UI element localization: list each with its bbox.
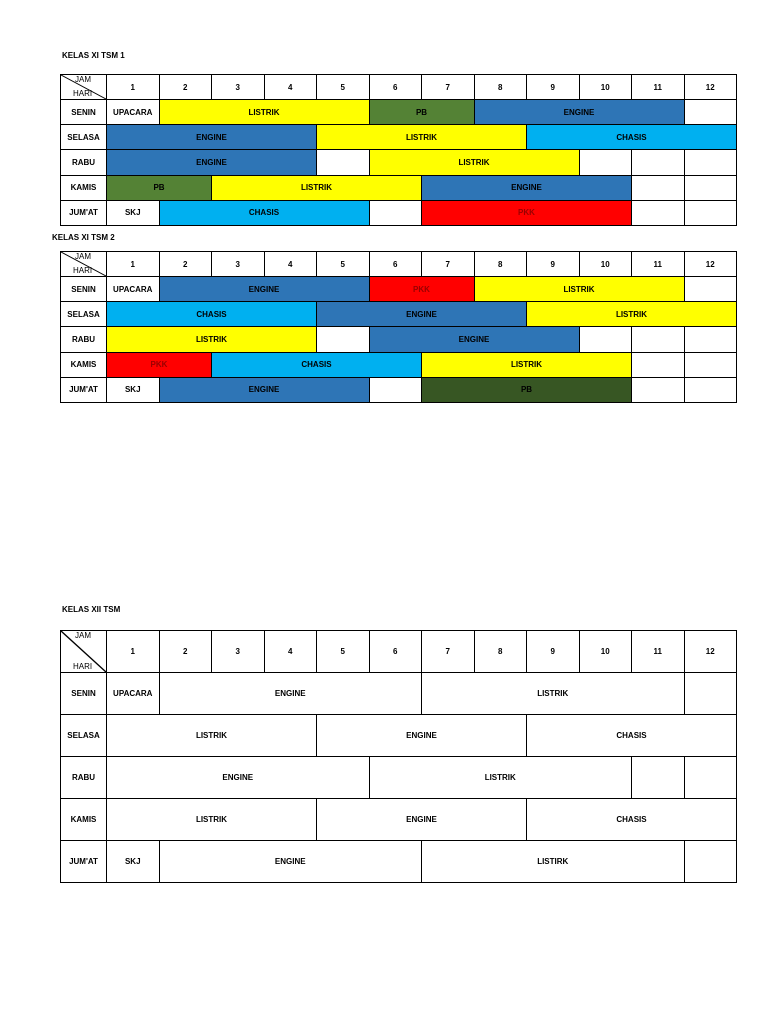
period-header: 3 xyxy=(212,75,265,100)
schedule-table xyxy=(60,630,737,883)
period-header: 8 xyxy=(474,631,527,673)
day-row xyxy=(61,200,737,225)
period-header: 9 xyxy=(527,252,580,277)
day-label: SENIN xyxy=(61,277,107,302)
period-header: 1 xyxy=(107,75,160,100)
day-label: KAMIS xyxy=(61,799,107,841)
subject-cell: LISTRIK xyxy=(107,799,317,841)
subject-cell: PB xyxy=(107,175,212,200)
empty-cell xyxy=(684,200,737,225)
day-label: JUM'AT xyxy=(61,841,107,883)
period-header: 11 xyxy=(632,75,685,100)
period-header: 11 xyxy=(632,252,685,277)
day-label: RABU xyxy=(61,327,107,352)
empty-cell xyxy=(684,277,737,302)
empty-cell xyxy=(369,377,422,402)
period-header: 5 xyxy=(317,631,370,673)
subject-cell: CHASIS xyxy=(527,715,737,757)
subject-cell: LISTIRK xyxy=(422,841,685,883)
subject-cell: CHASIS xyxy=(212,352,422,377)
period-header: 10 xyxy=(579,631,632,673)
subject-cell: PB xyxy=(422,377,632,402)
subject-cell: ENGINE xyxy=(159,673,422,715)
period-header: 6 xyxy=(369,75,422,100)
corner-label-hari: HARI xyxy=(73,89,93,98)
period-header: 9 xyxy=(527,75,580,100)
day-row xyxy=(61,757,737,799)
subject-cell: ENGINE xyxy=(107,757,370,799)
corner-label-jam: JAM xyxy=(75,252,91,261)
day-label: JUM'AT xyxy=(61,377,107,402)
header-row xyxy=(61,75,737,100)
day-label: SELASA xyxy=(61,302,107,327)
subject-cell: LISTRIK xyxy=(107,327,317,352)
period-header: 8 xyxy=(474,252,527,277)
subject-cell: UPACARA xyxy=(107,277,160,302)
empty-cell xyxy=(632,175,685,200)
subject-cell: PKK xyxy=(422,200,632,225)
period-header: 12 xyxy=(684,631,737,673)
subject-cell: CHASIS xyxy=(107,302,317,327)
subject-cell: UPACARA xyxy=(107,100,160,125)
subject-cell: ENGINE xyxy=(107,125,317,150)
period-header: 1 xyxy=(107,252,160,277)
empty-cell xyxy=(632,200,685,225)
empty-cell xyxy=(632,377,685,402)
subject-cell: LISTRIK xyxy=(317,125,527,150)
period-header: 12 xyxy=(684,252,737,277)
subject-cell: LISTRIK xyxy=(369,150,579,175)
empty-cell xyxy=(369,200,422,225)
empty-cell xyxy=(684,100,737,125)
day-row xyxy=(61,100,737,125)
period-header: 6 xyxy=(369,252,422,277)
subject-cell: PKK xyxy=(369,277,474,302)
subject-cell: CHASIS xyxy=(527,125,737,150)
day-row xyxy=(61,125,737,150)
empty-cell xyxy=(579,327,632,352)
subject-cell: SKJ xyxy=(107,200,160,225)
empty-cell xyxy=(684,841,737,883)
period-header: 7 xyxy=(422,75,475,100)
subject-cell: CHASIS xyxy=(159,200,369,225)
table-title: KELAS XI TSM 2 xyxy=(52,233,115,242)
empty-cell xyxy=(684,352,737,377)
day-label: KAMIS xyxy=(61,352,107,377)
subject-cell: SKJ xyxy=(107,377,160,402)
day-row xyxy=(61,327,737,352)
empty-cell xyxy=(632,757,685,799)
day-label: SELASA xyxy=(61,715,107,757)
empty-cell xyxy=(632,352,685,377)
empty-cell xyxy=(684,673,737,715)
period-header: 2 xyxy=(159,75,212,100)
day-label: JUM'AT xyxy=(61,200,107,225)
empty-cell xyxy=(317,150,370,175)
corner-label-hari: HARI xyxy=(73,662,93,671)
period-header: 10 xyxy=(579,252,632,277)
subject-cell: ENGINE xyxy=(474,100,684,125)
corner-cell xyxy=(61,631,107,673)
table-title: KELAS XII TSM xyxy=(62,605,121,614)
subject-cell: LISTRIK xyxy=(422,673,685,715)
empty-cell xyxy=(684,175,737,200)
period-header: 7 xyxy=(422,631,475,673)
subject-cell: LISTRIK xyxy=(527,302,737,327)
subject-cell: ENGINE xyxy=(317,302,527,327)
subject-cell: CHASIS xyxy=(527,799,737,841)
period-header: 7 xyxy=(422,252,475,277)
empty-cell xyxy=(632,150,685,175)
subject-cell: ENGINE xyxy=(107,150,317,175)
subject-cell: LISTRIK xyxy=(422,352,632,377)
period-header: 12 xyxy=(684,75,737,100)
day-label: RABU xyxy=(61,757,107,799)
day-label: SELASA xyxy=(61,125,107,150)
subject-cell: ENGINE xyxy=(159,377,369,402)
period-header: 4 xyxy=(264,631,317,673)
schedule-table xyxy=(60,74,737,226)
subject-cell: ENGINE xyxy=(317,715,527,757)
day-row xyxy=(61,150,737,175)
subject-cell: LISTRIK xyxy=(474,277,684,302)
period-header: 2 xyxy=(159,631,212,673)
day-row xyxy=(61,277,737,302)
corner-label-jam: JAM xyxy=(75,75,91,84)
day-label: SENIN xyxy=(61,100,107,125)
corner-cell xyxy=(61,252,107,277)
period-header: 3 xyxy=(212,252,265,277)
empty-cell xyxy=(632,327,685,352)
period-header: 11 xyxy=(632,631,685,673)
day-row xyxy=(61,175,737,200)
day-row xyxy=(61,377,737,402)
empty-cell xyxy=(579,150,632,175)
subject-cell: ENGINE xyxy=(369,327,579,352)
empty-cell xyxy=(684,327,737,352)
subject-cell: PB xyxy=(369,100,474,125)
empty-cell xyxy=(317,327,370,352)
subject-cell: UPACARA xyxy=(107,673,160,715)
period-header: 3 xyxy=(212,631,265,673)
subject-cell: SKJ xyxy=(107,841,160,883)
table-title: KELAS XI TSM 1 xyxy=(62,51,125,60)
subject-cell: LISTRIK xyxy=(369,757,632,799)
day-label: SENIN xyxy=(61,673,107,715)
day-label: RABU xyxy=(61,150,107,175)
day-label: KAMIS xyxy=(61,175,107,200)
period-header: 9 xyxy=(527,631,580,673)
period-header: 4 xyxy=(264,252,317,277)
period-header: 10 xyxy=(579,75,632,100)
header-row xyxy=(61,252,737,277)
empty-cell xyxy=(684,150,737,175)
subject-cell: ENGINE xyxy=(159,841,422,883)
subject-cell: ENGINE xyxy=(422,175,632,200)
corner-label-hari: HARI xyxy=(73,266,93,275)
day-row xyxy=(61,302,737,327)
subject-cell: PKK xyxy=(107,352,212,377)
day-row xyxy=(61,715,737,757)
period-header: 1 xyxy=(107,631,160,673)
period-header: 5 xyxy=(317,252,370,277)
subject-cell: LISTRIK xyxy=(212,175,422,200)
header-row xyxy=(61,631,737,673)
subject-cell: ENGINE xyxy=(317,799,527,841)
day-row xyxy=(61,352,737,377)
day-row xyxy=(61,841,737,883)
subject-cell: LISTRIK xyxy=(159,100,369,125)
corner-cell xyxy=(61,75,107,100)
empty-cell xyxy=(684,377,737,402)
corner-label-jam: JAM xyxy=(75,631,91,640)
day-row xyxy=(61,673,737,715)
subject-cell: ENGINE xyxy=(159,277,369,302)
empty-cell xyxy=(684,757,737,799)
period-header: 6 xyxy=(369,631,422,673)
period-header: 5 xyxy=(317,75,370,100)
period-header: 8 xyxy=(474,75,527,100)
period-header: 4 xyxy=(264,75,317,100)
schedule-table xyxy=(60,251,737,403)
period-header: 2 xyxy=(159,252,212,277)
day-row xyxy=(61,799,737,841)
subject-cell: LISTRIK xyxy=(107,715,317,757)
